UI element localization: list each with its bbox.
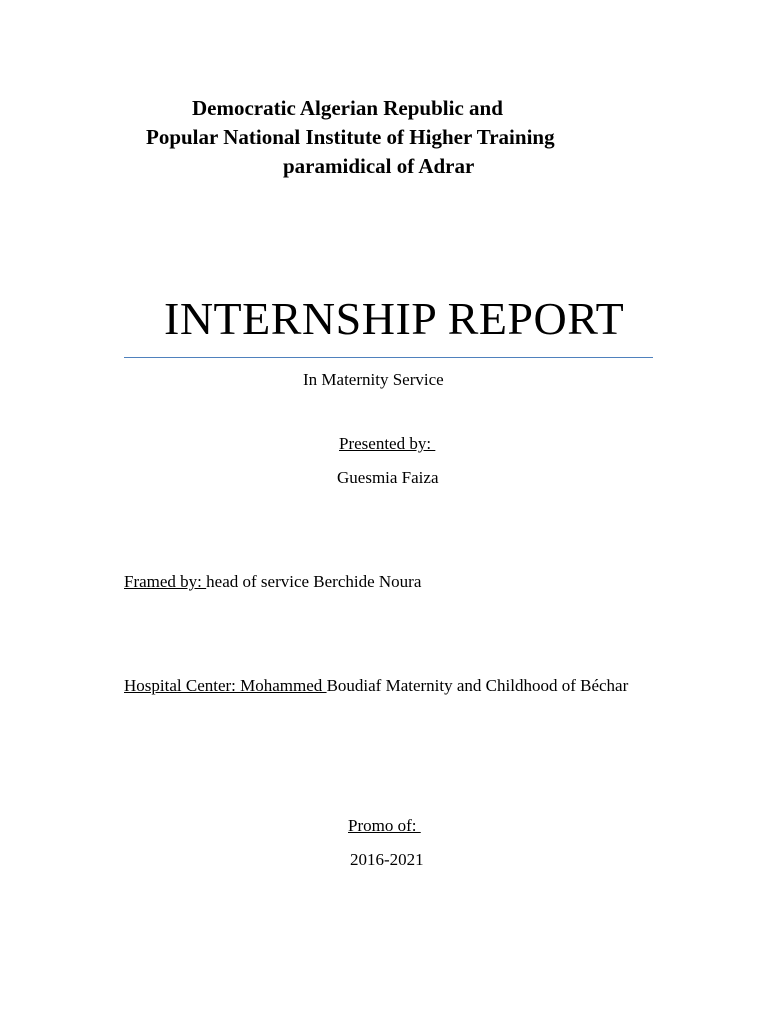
institution-line-2: Popular National Institute of Higher Training — [146, 125, 555, 149]
institution-line-1: Democratic Algerian Republic and — [192, 96, 503, 120]
report-title: INTERNSHIP REPORT — [164, 293, 625, 344]
framed-by-label: Framed by: — [124, 572, 207, 591]
hospital-center-line — [124, 675, 628, 697]
framed-by-line — [124, 571, 421, 593]
title-divider — [124, 357, 653, 358]
hospital-center-value: Boudiaf Maternity and Childhood of Béchar — [326, 676, 629, 695]
institution-line-3: paramidical of Adrar — [283, 154, 475, 178]
hospital-center-label: Hospital Center: Mohammed — [124, 676, 327, 695]
presented-by-label: Presented by: — [339, 434, 436, 453]
presenter-name: Guesmia Faiza — [337, 468, 439, 487]
promo-label: Promo of: — [348, 816, 421, 835]
report-subtitle: In Maternity Service — [303, 370, 444, 389]
framed-by-value: head of service Berchide Noura — [206, 572, 422, 591]
promo-years: 2016-2021 — [350, 850, 424, 869]
